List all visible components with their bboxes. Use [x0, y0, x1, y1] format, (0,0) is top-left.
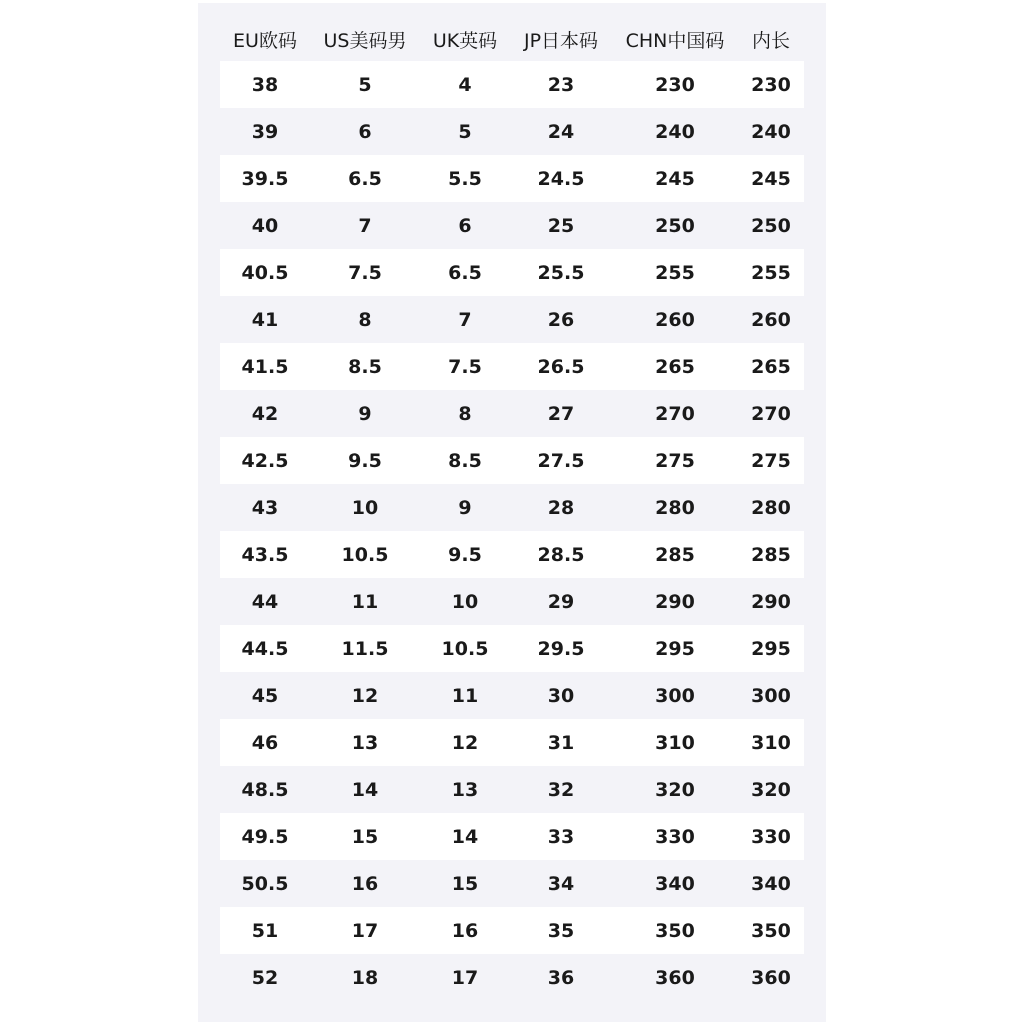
table-cell-chn: 245 [612, 155, 738, 202]
table-cell-inner-length: 300 [738, 672, 804, 719]
table-cell-jp: 36 [510, 954, 612, 1001]
table-cell-uk: 13 [420, 766, 510, 813]
table-cell-uk: 6 [420, 202, 510, 249]
table-cell-eu: 40 [220, 202, 310, 249]
table-row [220, 907, 804, 954]
table-cell-uk: 8.5 [420, 437, 510, 484]
table-cell-us: 7 [310, 202, 420, 249]
table-cell-inner-length: 310 [738, 719, 804, 766]
column-header-jp: JP日本码 [523, 29, 599, 52]
table-cell-inner-length: 275 [738, 437, 804, 484]
table-cell-chn: 290 [612, 578, 738, 625]
table-cell-inner-length: 340 [738, 860, 804, 907]
column-header-us: US美码男 [323, 29, 407, 52]
table-cell-jp: 34 [510, 860, 612, 907]
table-cell-uk: 10 [420, 578, 510, 625]
table-cell-chn: 280 [612, 484, 738, 531]
table-cell-jp: 32 [510, 766, 612, 813]
table-cell-inner-length: 270 [738, 390, 804, 437]
table-row [220, 766, 804, 813]
table-cell-jp: 25 [510, 202, 612, 249]
table-cell-eu: 42.5 [220, 437, 310, 484]
table-cell-eu: 51 [220, 907, 310, 954]
table-cell-uk: 9 [420, 484, 510, 531]
table-cell-chn: 295 [612, 625, 738, 672]
table-row [220, 390, 804, 437]
table-cell-uk: 16 [420, 907, 510, 954]
table-cell-us: 12 [310, 672, 420, 719]
table-row [220, 860, 804, 907]
column-header-inner-length: 内长 [751, 29, 790, 52]
table-cell-uk: 9.5 [420, 531, 510, 578]
column-header-uk: UK英码 [432, 29, 498, 52]
table-cell-uk: 10.5 [420, 625, 510, 672]
table-cell-jp: 28 [510, 484, 612, 531]
table-row [220, 484, 804, 531]
table-cell-chn: 255 [612, 249, 738, 296]
table-cell-us: 6.5 [310, 155, 420, 202]
table-cell-us: 16 [310, 860, 420, 907]
table-cell-uk: 12 [420, 719, 510, 766]
table-cell-inner-length: 230 [738, 61, 804, 108]
table-cell-eu: 41 [220, 296, 310, 343]
table-header [220, 17, 804, 61]
table-cell-jp: 33 [510, 813, 612, 860]
table-cell-eu: 43 [220, 484, 310, 531]
table-cell-eu: 52 [220, 954, 310, 1001]
table-cell-inner-length: 320 [738, 766, 804, 813]
table-cell-inner-length: 290 [738, 578, 804, 625]
table-cell-inner-length: 350 [738, 907, 804, 954]
table-row [220, 672, 804, 719]
table-cell-us: 17 [310, 907, 420, 954]
table-cell-eu: 41.5 [220, 343, 310, 390]
table-cell-eu: 49.5 [220, 813, 310, 860]
table-row [220, 296, 804, 343]
table-row [220, 813, 804, 860]
table-cell-chn: 260 [612, 296, 738, 343]
table-cell-inner-length: 330 [738, 813, 804, 860]
table-cell-jp: 28.5 [510, 531, 612, 578]
table-cell-chn: 275 [612, 437, 738, 484]
table-cell-inner-length: 255 [738, 249, 804, 296]
table-cell-eu: 44.5 [220, 625, 310, 672]
table-cell-us: 10 [310, 484, 420, 531]
table-cell-eu: 46 [220, 719, 310, 766]
table-cell-us: 8 [310, 296, 420, 343]
table-cell-jp: 27.5 [510, 437, 612, 484]
table-cell-us: 14 [310, 766, 420, 813]
column-header-eu: EU欧码 [233, 29, 297, 52]
table-cell-chn: 330 [612, 813, 738, 860]
table-cell-eu: 40.5 [220, 249, 310, 296]
table-cell-uk: 17 [420, 954, 510, 1001]
table-row [220, 202, 804, 249]
table-cell-uk: 7 [420, 296, 510, 343]
table-cell-jp: 23 [510, 61, 612, 108]
table-cell-jp: 24 [510, 108, 612, 155]
table-cell-chn: 360 [612, 954, 738, 1001]
table-row [220, 249, 804, 296]
table-cell-us: 11.5 [310, 625, 420, 672]
table-row [220, 155, 804, 202]
table-cell-jp: 29.5 [510, 625, 612, 672]
table-cell-jp: 35 [510, 907, 612, 954]
table-cell-us: 11 [310, 578, 420, 625]
table-row [220, 625, 804, 672]
table-cell-inner-length: 280 [738, 484, 804, 531]
table-row [220, 531, 804, 578]
table-cell-eu: 45 [220, 672, 310, 719]
table-cell-uk: 5.5 [420, 155, 510, 202]
table-cell-eu: 38 [220, 61, 310, 108]
table-row [220, 954, 804, 1001]
table-cell-chn: 300 [612, 672, 738, 719]
table-cell-jp: 25.5 [510, 249, 612, 296]
table-cell-us: 18 [310, 954, 420, 1001]
table-row [220, 343, 804, 390]
table-body [220, 61, 804, 1001]
table-cell-chn: 240 [612, 108, 738, 155]
table-cell-eu: 43.5 [220, 531, 310, 578]
table-cell-chn: 310 [612, 719, 738, 766]
table-cell-chn: 270 [612, 390, 738, 437]
table-cell-us: 7.5 [310, 249, 420, 296]
table-cell-eu: 50.5 [220, 860, 310, 907]
table-cell-uk: 15 [420, 860, 510, 907]
table-cell-jp: 26.5 [510, 343, 612, 390]
table-cell-uk: 11 [420, 672, 510, 719]
table-row [220, 108, 804, 155]
table-cell-jp: 31 [510, 719, 612, 766]
table-cell-us: 9.5 [310, 437, 420, 484]
table-cell-uk: 5 [420, 108, 510, 155]
table-cell-us: 10.5 [310, 531, 420, 578]
table-cell-eu: 39 [220, 108, 310, 155]
table-cell-inner-length: 250 [738, 202, 804, 249]
table-cell-chn: 285 [612, 531, 738, 578]
table-cell-jp: 29 [510, 578, 612, 625]
table-cell-uk: 14 [420, 813, 510, 860]
table-cell-jp: 27 [510, 390, 612, 437]
table-cell-chn: 265 [612, 343, 738, 390]
table-cell-inner-length: 265 [738, 343, 804, 390]
table-cell-inner-length: 285 [738, 531, 804, 578]
table-cell-inner-length: 360 [738, 954, 804, 1001]
table-row [220, 437, 804, 484]
size-chart-table [220, 17, 804, 1001]
table-cell-inner-length: 240 [738, 108, 804, 155]
table-cell-us: 5 [310, 61, 420, 108]
table-cell-eu: 42 [220, 390, 310, 437]
table-row [220, 61, 804, 108]
table-cell-eu: 48.5 [220, 766, 310, 813]
table-cell-uk: 7.5 [420, 343, 510, 390]
table-cell-us: 8.5 [310, 343, 420, 390]
table-cell-chn: 320 [612, 766, 738, 813]
table-cell-chn: 250 [612, 202, 738, 249]
table-cell-eu: 44 [220, 578, 310, 625]
table-cell-jp: 30 [510, 672, 612, 719]
table-row [220, 578, 804, 625]
table-cell-chn: 230 [612, 61, 738, 108]
table-cell-us: 6 [310, 108, 420, 155]
table-cell-chn: 340 [612, 860, 738, 907]
table-cell-us: 13 [310, 719, 420, 766]
table-cell-us: 15 [310, 813, 420, 860]
table-cell-chn: 350 [612, 907, 738, 954]
table-cell-uk: 8 [420, 390, 510, 437]
table-cell-eu: 39.5 [220, 155, 310, 202]
table-cell-jp: 26 [510, 296, 612, 343]
table-cell-uk: 6.5 [420, 249, 510, 296]
table-cell-us: 9 [310, 390, 420, 437]
size-chart-panel [198, 3, 826, 1022]
table-cell-uk: 4 [420, 61, 510, 108]
table-cell-jp: 24.5 [510, 155, 612, 202]
table-cell-inner-length: 260 [738, 296, 804, 343]
column-header-chn: CHN中国码 [625, 29, 725, 52]
header-row [220, 17, 804, 61]
table-cell-inner-length: 295 [738, 625, 804, 672]
table-cell-inner-length: 245 [738, 155, 804, 202]
table-row [220, 719, 804, 766]
